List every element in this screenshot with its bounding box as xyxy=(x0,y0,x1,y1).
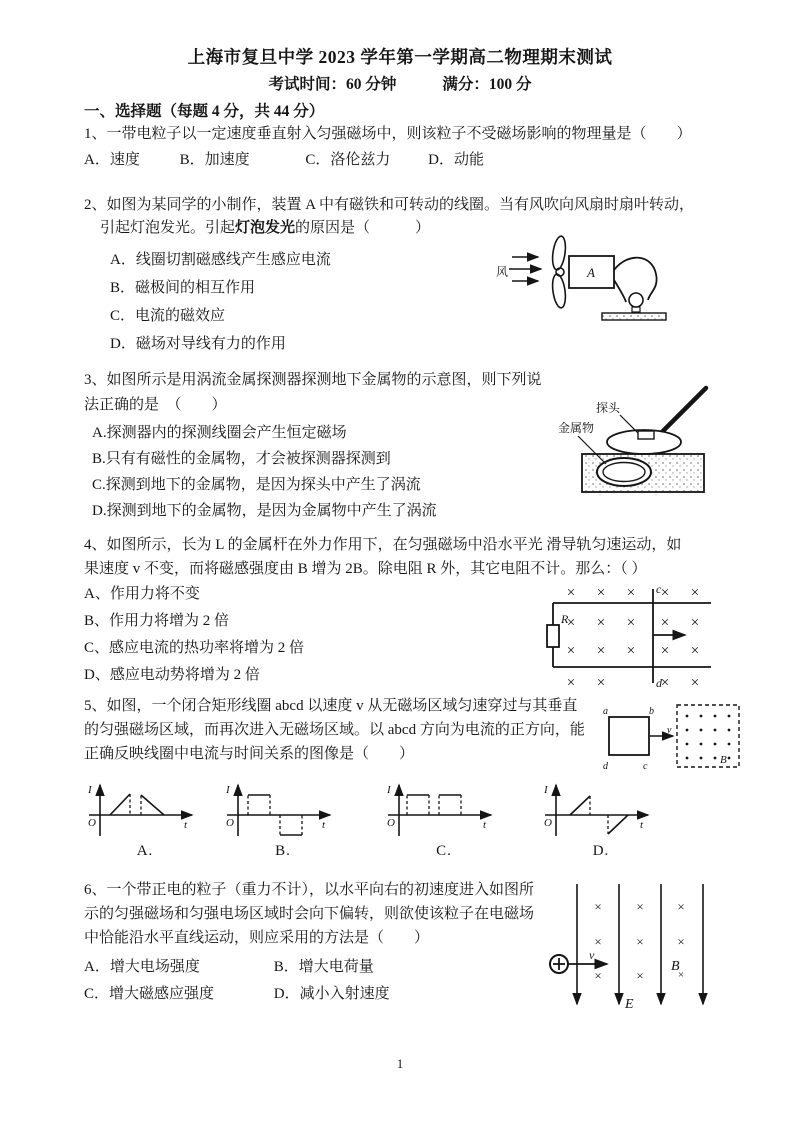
svg-text:×: × xyxy=(677,969,685,981)
q5-line1: 5、如图，一个闭合矩形线圈 abcd 以速度 v 从无磁场区域匀速穿过与其垂直 xyxy=(84,698,578,714)
svg-text:O: O xyxy=(544,817,552,829)
field-b-label: B xyxy=(720,754,727,766)
svg-text:×: × xyxy=(636,968,644,983)
svg-text:×: × xyxy=(677,899,685,914)
coil-corner-c: c xyxy=(643,761,648,772)
q6-option-d: D．减小入射速度 xyxy=(273,986,390,1002)
svg-text:×: × xyxy=(566,615,576,631)
svg-text:×: × xyxy=(596,643,606,659)
q4-option-d: D、感应电动势将增为 2 倍 xyxy=(84,667,260,683)
q5-line3: 正确反映线圈中电流与时间关系的图像是（ ） xyxy=(84,746,415,762)
q1-option-a: A．速度 xyxy=(84,152,140,168)
svg-text:×: × xyxy=(594,968,602,983)
q1-option-d: D．动能 xyxy=(428,152,484,168)
q6-line1: 6、一个带正电的粒子（重力不计），以水平向右的初速度进入如图所 xyxy=(84,882,535,898)
q1-option-c: C．洛伦兹力 xyxy=(305,152,391,168)
q3-options xyxy=(84,420,569,524)
full-score: 满分：100 分 xyxy=(442,76,532,93)
svg-text:×: × xyxy=(566,675,576,691)
rail-circuit-figure xyxy=(543,581,719,695)
q2-line1: 2、如图为某同学的小制作，装置 A 中有磁铁和可转动的线圈。当有风吹向风扇时扇叶转动， xyxy=(84,197,695,213)
velocity-label: v xyxy=(667,725,672,736)
graph-d-label: D. xyxy=(592,843,610,859)
svg-text:×: × xyxy=(690,585,700,601)
q6-line2: 示的匀强磁场和匀强电场区域时会向下偏转，则欲使该粒子在电磁场 xyxy=(84,906,535,922)
q2-option-b: B．磁极间的相互作用 xyxy=(110,280,256,296)
svg-text:t: t xyxy=(483,819,487,831)
graph-option-b xyxy=(222,782,344,860)
svg-text:t: t xyxy=(184,819,188,831)
q3-line2: 法正确的是 （ ） xyxy=(84,397,227,413)
field-into-page-crosses xyxy=(567,585,699,691)
svg-text:×: × xyxy=(660,615,670,631)
q6-option-c: C．增大磁感应强度 xyxy=(84,986,215,1002)
svg-text:×: × xyxy=(660,585,670,601)
q4-option-b: B、作用力将增为 2 倍 xyxy=(84,613,230,629)
q2-line2: 引起灯泡发光。引起灯泡发光的原因是（ ） xyxy=(100,220,431,236)
page-number: 1 xyxy=(396,1056,404,1071)
graph-option-a xyxy=(84,782,206,860)
svg-text:×: × xyxy=(596,615,606,631)
svg-text:×: × xyxy=(596,585,606,601)
svg-text:I: I xyxy=(387,784,391,796)
question-5 xyxy=(84,694,609,766)
svg-text:×: × xyxy=(596,675,606,691)
q6-line3: 中恰能沿水平直线运动，则应采用的方法是（ ） xyxy=(84,930,430,946)
q3-option-d: D.探测到地下的金属物，是因为金属物中产生了涡流 xyxy=(92,503,437,519)
svg-text:×: × xyxy=(660,675,670,691)
svg-text:×: × xyxy=(594,899,602,914)
rod-bottom-label: d xyxy=(656,676,662,690)
device-a-label: A xyxy=(587,265,595,280)
q6-option-b: B．增大电荷量 xyxy=(273,959,374,975)
q4-line1: 4、如图所示，长为 L 的金属杆在外力作用下，在匀强磁场中沿水平光 滑导轨匀速运动，如 xyxy=(84,537,682,553)
svg-text:×: × xyxy=(677,934,685,949)
q3-option-c: C.探测到地下的金属物，是因为探头中产生了涡流 xyxy=(92,477,421,493)
q2-option-d: D．磁场对导线有力的作用 xyxy=(110,336,286,352)
graph-option-c xyxy=(383,782,505,860)
svg-text:×: × xyxy=(690,675,700,691)
q3-option-a: A.探测器内的探测线圈会产生恒定磁场 xyxy=(92,425,347,441)
page-title: 上海市复旦中学 2023 学年第一学期高二物理期末测试 xyxy=(187,47,613,67)
exam-time: 考试时间：60 分钟 xyxy=(268,76,397,93)
svg-text:×: × xyxy=(626,615,636,631)
graph-option-d xyxy=(540,782,662,860)
svg-text:I: I xyxy=(226,784,230,796)
graph-a-label: A. xyxy=(136,843,154,859)
section-heading: 一、选择题（每题 4 分，共 44 分） xyxy=(84,103,325,120)
svg-text:×: × xyxy=(626,585,636,601)
coil-field-figure xyxy=(601,701,743,773)
svg-text:O: O xyxy=(226,817,234,829)
svg-text:×: × xyxy=(690,615,700,631)
q2-option-a: A．线圈切割磁感线产生感应电流 xyxy=(110,252,331,268)
field-out-of-page-dots xyxy=(686,715,731,760)
field-b-label: B xyxy=(671,959,680,974)
resistor-label: R xyxy=(561,612,569,626)
q1-option-b: B．加速度 xyxy=(179,152,250,168)
field-e-label: E xyxy=(625,997,634,1012)
svg-text:×: × xyxy=(566,585,576,601)
exam-info xyxy=(0,72,800,94)
q4-option-c: C、感应电流的热功率将增为 2 倍 xyxy=(84,640,305,656)
svg-text:I: I xyxy=(88,784,92,796)
svg-text:×: × xyxy=(636,934,644,949)
svg-text:×: × xyxy=(660,643,670,659)
q4-line2: 果速度 v 不变，而将磁感强度由 B 增为 2B。除电阻 R 外，其它电阻不计。那么：（ ） xyxy=(84,561,647,577)
coil-corner-b: b xyxy=(649,706,654,717)
svg-text:×: × xyxy=(566,643,576,659)
graph-c-label: C. xyxy=(436,843,452,859)
em-field-figure xyxy=(543,880,721,1018)
rod-top-label: c xyxy=(656,582,662,596)
svg-text:O: O xyxy=(387,817,395,829)
q6-options xyxy=(84,954,562,1008)
svg-text:t: t xyxy=(640,819,644,831)
question-1-options xyxy=(84,148,744,169)
fan-generator-figure xyxy=(496,230,668,328)
q2-option-c: C．电流的磁效应 xyxy=(110,308,226,324)
q5-line2: 的匀强磁场区域，而再次进入无磁场区域。以 abcd 方向为电流的正方向，能 xyxy=(84,722,585,738)
svg-text:×: × xyxy=(636,899,644,914)
svg-text:×: × xyxy=(594,934,602,949)
metal-detector-figure xyxy=(556,384,714,496)
graph-b-label: B. xyxy=(275,843,291,859)
q3-line1: 3、如图所示是用涡流金属探测器探测地下金属物的示意图，则下列说 xyxy=(84,372,542,388)
svg-text:I: I xyxy=(544,784,548,796)
metal-object-label: 金属物 xyxy=(558,421,595,435)
question-3 xyxy=(84,368,569,524)
svg-text:×: × xyxy=(690,643,700,659)
q3-option-b: B.只有有磁性的金属物，才会被探测器探测到 xyxy=(92,451,391,467)
velocity-label: v xyxy=(589,948,595,962)
svg-text:×: × xyxy=(626,643,636,659)
coil-corner-d: d xyxy=(603,761,608,772)
svg-text:t: t xyxy=(322,819,326,831)
coil-corner-a: a xyxy=(603,706,608,717)
svg-text:O: O xyxy=(88,817,96,829)
question-6 xyxy=(84,878,562,1008)
q4-option-a: A、作用力将不变 xyxy=(84,586,200,602)
q6-option-a: A．增大电场强度 xyxy=(84,959,200,975)
question-1-text: 1、一带电粒子以一定速度垂直射入匀强磁场中，则该粒子不受磁场影响的物理量是（ ） xyxy=(84,126,692,142)
probe-label: 探头 xyxy=(596,401,621,415)
wind-label: 风 xyxy=(496,265,509,279)
